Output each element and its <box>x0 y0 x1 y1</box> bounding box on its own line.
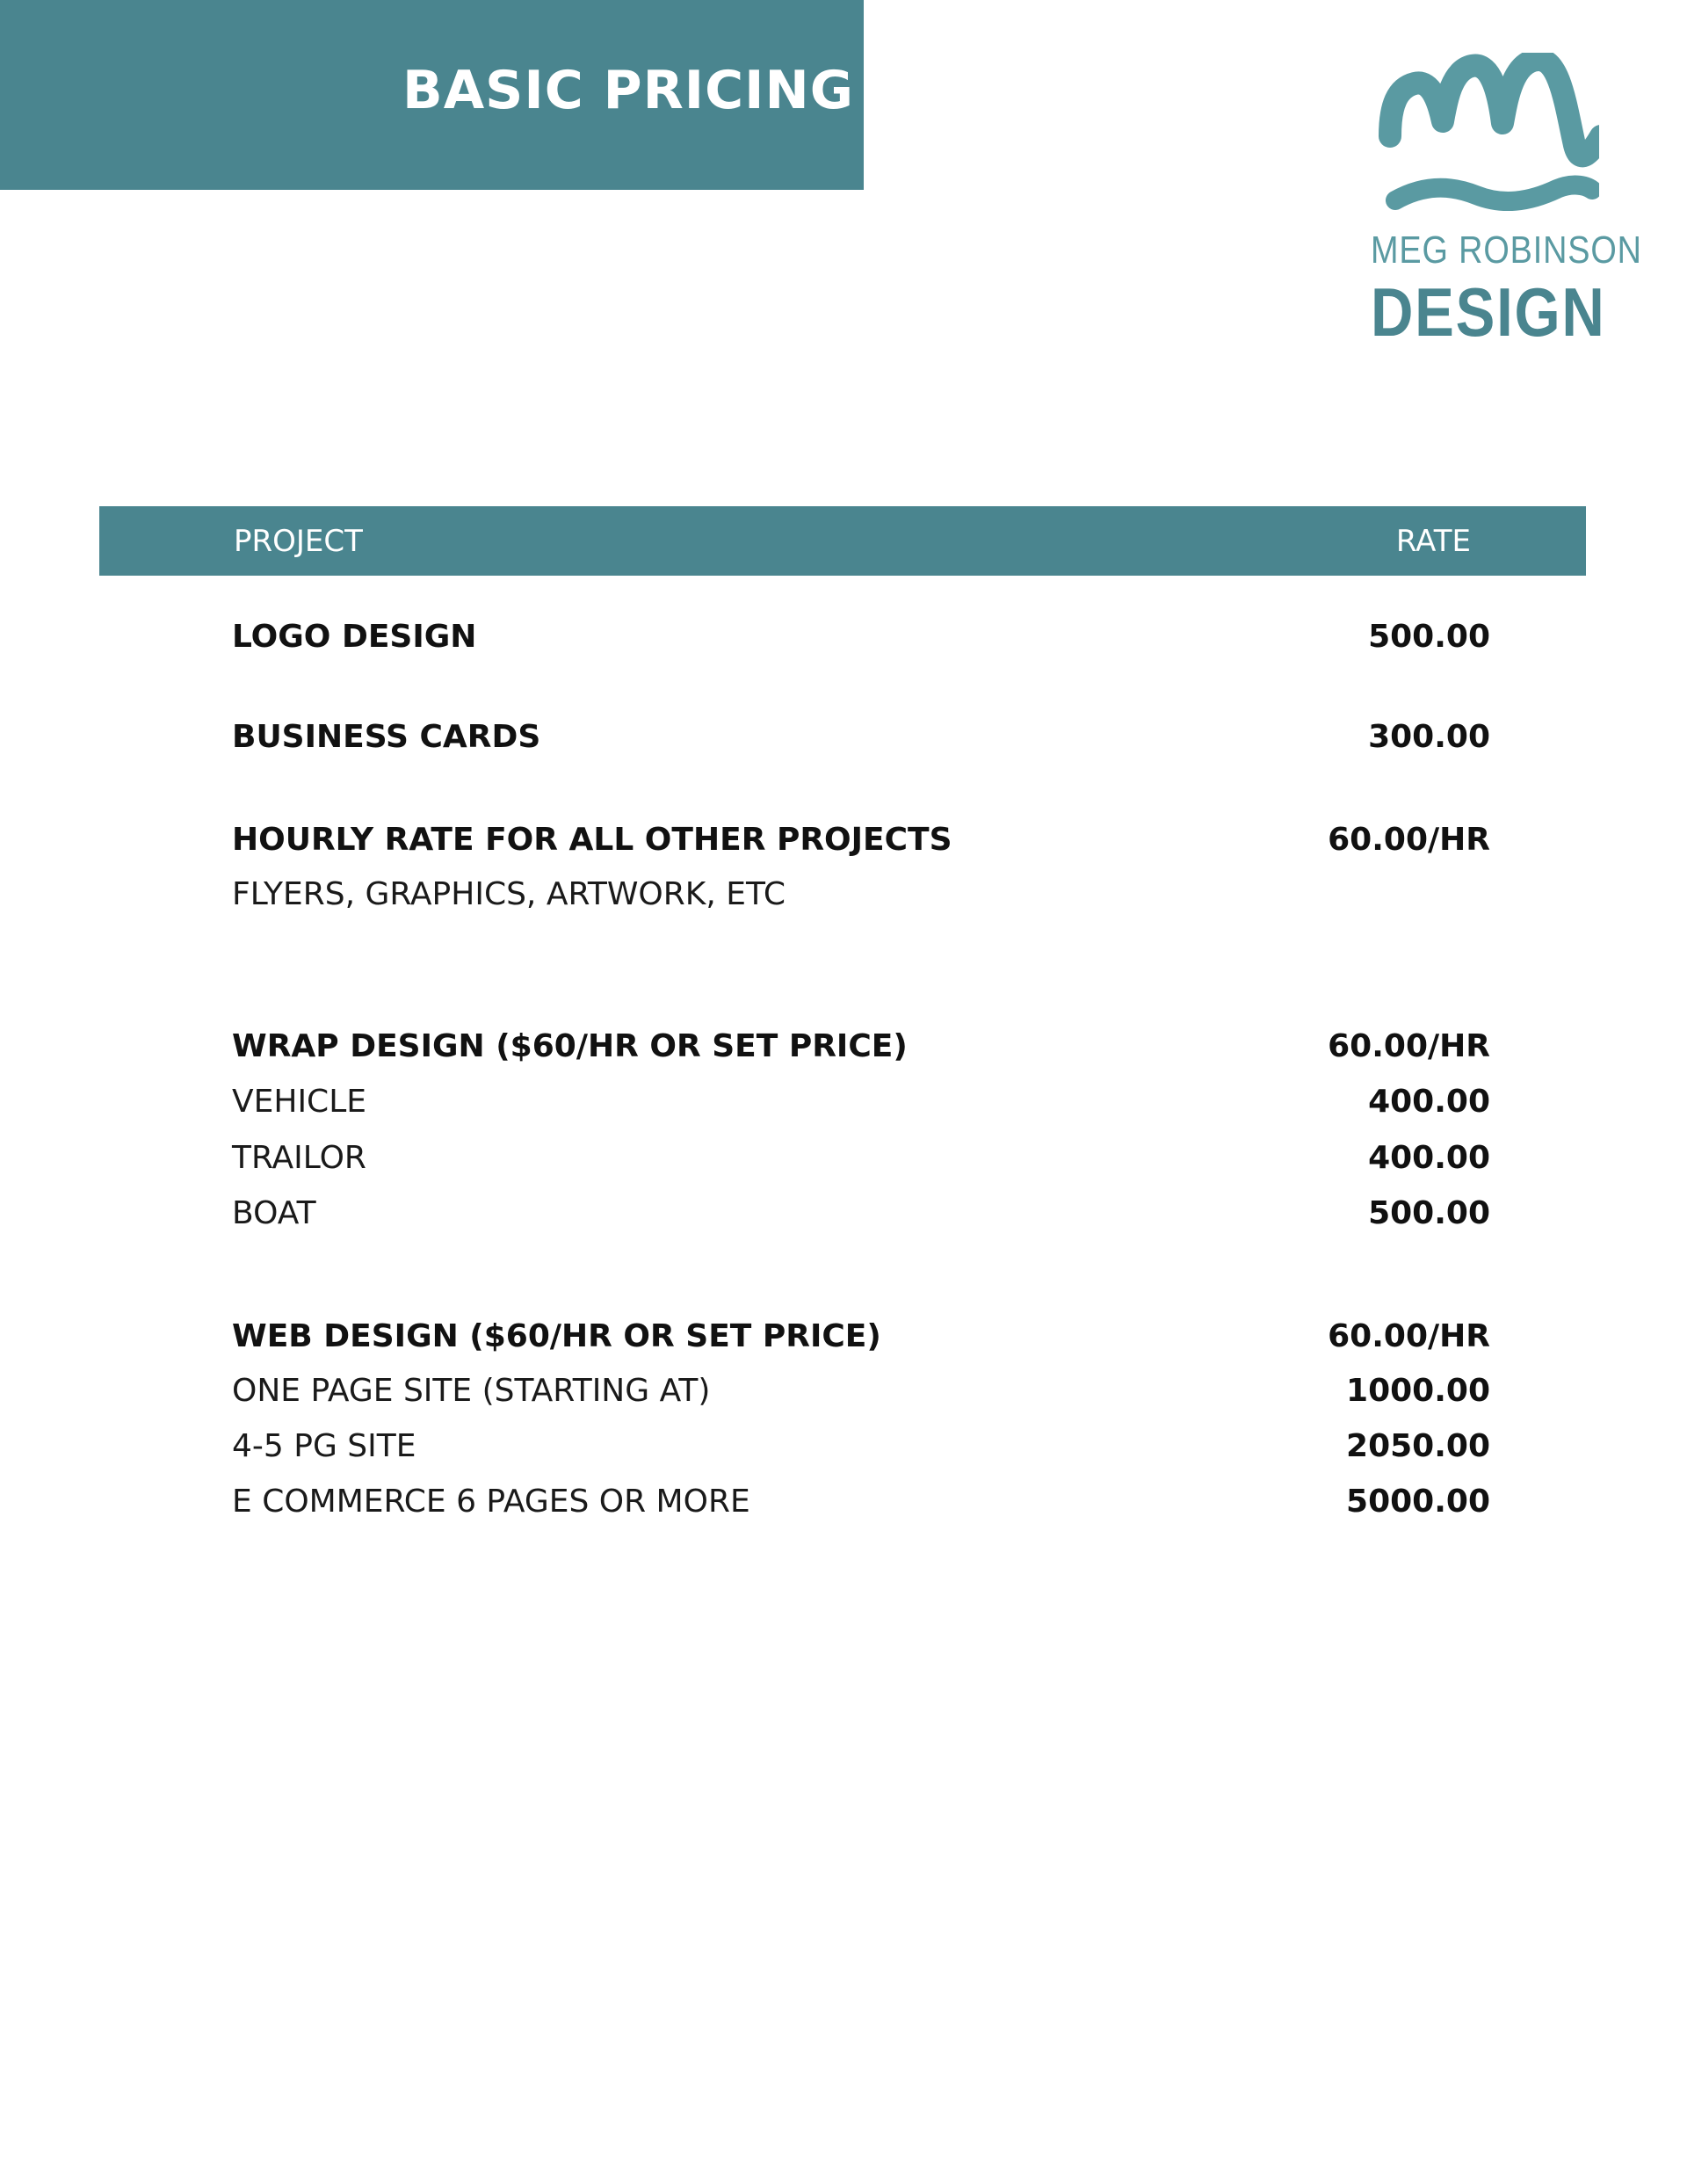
table-row <box>232 619 1490 663</box>
title-banner <box>0 0 864 190</box>
table-row <box>232 822 1490 866</box>
row-rate: 60.00/HR <box>1328 1318 1490 1354</box>
row-label: BUSINESS CARDS <box>232 719 541 755</box>
row-label: VEHICLE <box>232 1084 366 1120</box>
row-label: TRAILOR <box>232 1140 366 1176</box>
row-label: E COMMERCE 6 PAGES OR MORE <box>232 1484 750 1520</box>
row-label: FLYERS, GRAPHICS, ARTWORK, ETC <box>232 876 786 912</box>
brand-logo <box>1353 53 1642 351</box>
logo-design-word: DESIGN <box>1371 273 1606 351</box>
row-rate: 300.00 <box>1368 719 1490 755</box>
row-label: HOURLY RATE FOR ALL OTHER PROJECTS <box>232 822 952 858</box>
table-row <box>232 876 1490 920</box>
table-row <box>232 1484 1490 1527</box>
table-row <box>232 1028 1490 1072</box>
row-rate: 5000.00 <box>1346 1484 1490 1520</box>
table-row <box>232 1084 1490 1128</box>
table-row <box>232 1195 1490 1239</box>
row-rate: 1000.00 <box>1346 1373 1490 1409</box>
column-header-project: PROJECT <box>234 524 363 559</box>
row-rate: 60.00/HR <box>1328 1028 1490 1064</box>
row-rate: 400.00 <box>1368 1084 1490 1120</box>
row-rate: 60.00/HR <box>1328 822 1490 858</box>
table-row <box>232 1428 1490 1472</box>
row-label: BOAT <box>232 1195 316 1231</box>
row-label: WRAP DESIGN ($60/HR OR SET PRICE) <box>232 1028 908 1064</box>
table-row <box>232 719 1490 763</box>
row-label: ONE PAGE SITE (STARTING AT) <box>232 1373 711 1409</box>
table-row <box>232 1318 1490 1362</box>
row-rate: 500.00 <box>1368 619 1490 655</box>
row-label: 4-5 PG SITE <box>232 1428 416 1464</box>
pricing-table-header <box>99 506 1586 576</box>
row-rate: 400.00 <box>1368 1140 1490 1176</box>
page-title: BASIC PRICING <box>402 60 854 121</box>
logo-name: MEG ROBINSON <box>1371 229 1642 272</box>
row-label: WEB DESIGN ($60/HR OR SET PRICE) <box>232 1318 881 1354</box>
row-label: LOGO DESIGN <box>232 619 477 655</box>
table-row <box>232 1373 1490 1417</box>
row-rate: 2050.00 <box>1346 1428 1490 1464</box>
column-header-rate: RATE <box>1395 524 1471 559</box>
row-rate: 500.00 <box>1368 1195 1490 1231</box>
wave-m-icon <box>1371 53 1599 229</box>
table-row <box>232 1140 1490 1184</box>
